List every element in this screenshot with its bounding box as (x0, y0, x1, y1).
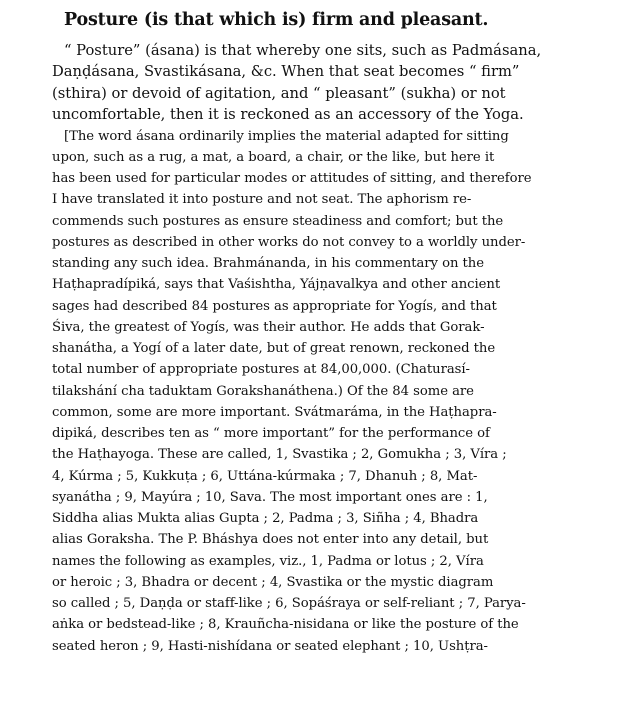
text-line: Haṭhapradípiká, says that Vaśishtha, Yájṇavalkya and other ancient (52, 277, 501, 293)
text-line: (sthira) or devoid of agitation, and “ pleasant” (sukha) or not (52, 84, 506, 102)
text-line: so called ; 5, Daṇḍa or staff-like ; 6, Sopáśraya or self-reliant ; 7, Parya- (52, 596, 526, 612)
text-line: Śiva, the greatest of Yogís, was their author. He adds that Gorak- (52, 319, 485, 335)
text-line: or heroic ; 3, Bhadra or decent ; 4, Svastika or the mystic diagram (52, 574, 494, 590)
text-line: tilakshání cha taduktam Gorakshanáthena.) Of the 84 some are (52, 383, 474, 399)
text-line: total number of appropriate postures at 84,00,000. (Chaturasí- (52, 362, 470, 378)
text-line: the Haṭhayoga. These are called, 1, Svastika ; 2, Gomukha ; 3, Víra ; (52, 447, 507, 463)
aphorism-paragraph (52, 40, 552, 126)
text-line: shanátha, a Yogí of a later date, but of great renown, reckoned the (52, 341, 496, 357)
text-line: aṅka or bedstead-like ; 8, Krauñcha-nisidana or like the posture of the (52, 617, 519, 633)
text-line: syanátha ; 9, Mayúra ; 10, Sava. The most important ones are : 1, (52, 489, 488, 505)
text-line: dipiká, describes ten as “ more important” for the performance of (52, 426, 490, 442)
text-line: upon, such as a rug, a mat, a board, a chair, or the like, but here it (52, 149, 495, 165)
text-line: I have translated it into posture and not seat. The aphorism re- (52, 192, 472, 208)
text-line: standing any such idea. Brahmánanda, in his commentary on the (52, 256, 484, 272)
text-line: 4, Kúrma ; 5, Kukkuṭa ; 6, Uttána-kúrmaka ; 7, Dhanuh ; 8, Mat- (52, 468, 478, 484)
text-line: postures as described in other works do not convey to a worldly under- (52, 234, 526, 250)
text-line: Daṇḍásana, Svastikásana, &c. When that seat becomes “ firm” (52, 63, 520, 81)
text-line: alias Goraksha. The P. Bháshya does not enter into any detail, but (52, 532, 489, 548)
text-line: uncomfortable, then it is reckoned as an accessory of the Yoga. (52, 106, 524, 124)
document-page (52, 10, 552, 657)
text-line: sages had described 84 postures as appropriate for Yogís, and that (52, 298, 497, 314)
text-line: “ Posture” (ásana) is that whereby one sits, such as Padmásana, (64, 42, 542, 59)
commentary-paragraph (52, 126, 552, 657)
text-line: has been used for particular modes or attitudes of sitting, and therefore (52, 171, 532, 187)
text-line: seated heron ; 9, Hasti-nishídana or seated elephant ; 10, Ushṭra- (52, 638, 488, 654)
section-heading: Posture (is that which is) firm and pleasant. (64, 10, 489, 30)
text-line: common, some are more important. Svátmaráma, in the Haṭhapra- (52, 404, 497, 420)
text-line: names the following as examples, viz., 1, Padma or lotus ; 2, Víra (52, 553, 484, 569)
text-line: commends such postures as ensure steadiness and comfort; but the (52, 213, 504, 229)
text-line: Siddha alias Mukta alias Gupta ; 2, Padma ; 3, Siñha ; 4, Bhadra (52, 511, 479, 527)
text-line: [The word ásana ordinarily implies the material adapted for sitting (64, 128, 509, 144)
